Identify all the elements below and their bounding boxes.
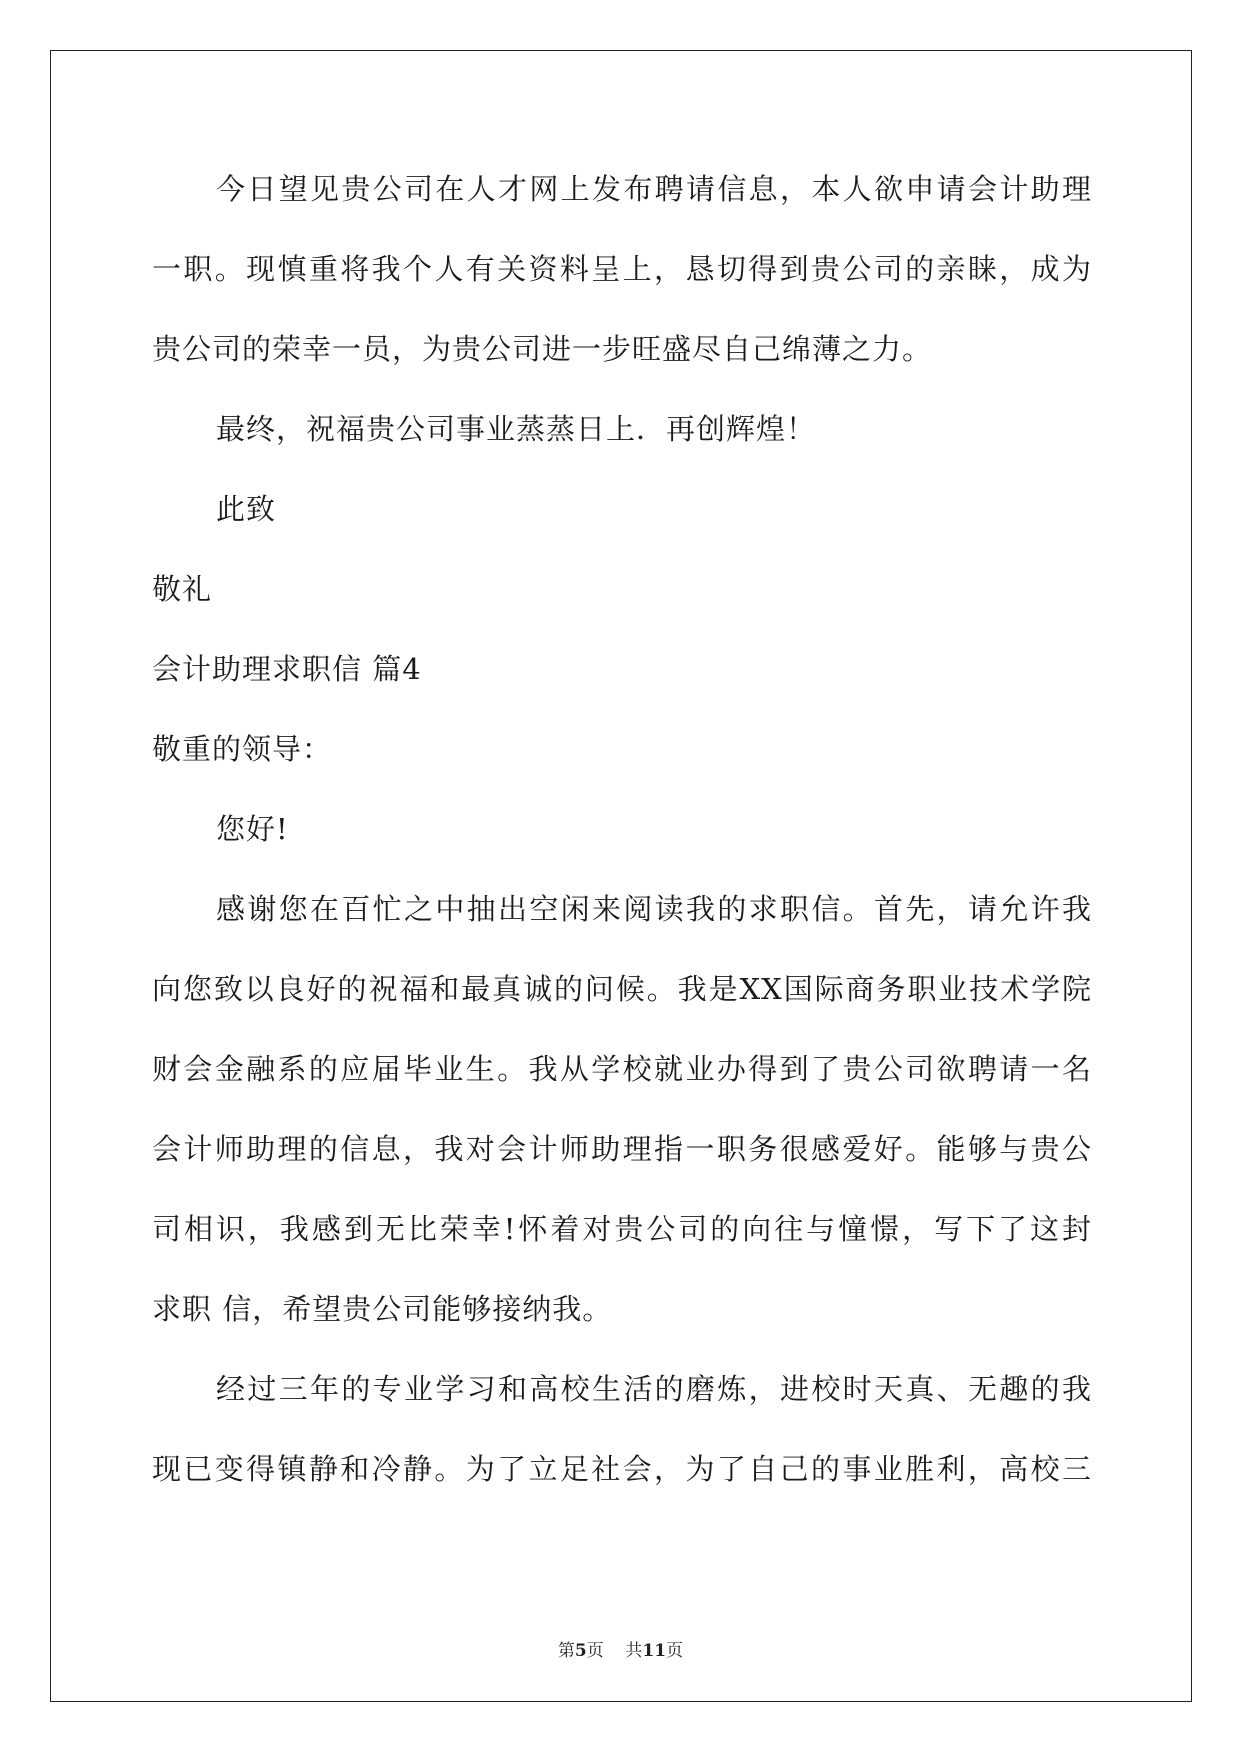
paragraph-line: 最终，祝福贵公司事业蒸蒸日上．再创辉煌！ <box>216 412 817 446</box>
footer-total-unit: 页 <box>666 1641 684 1661</box>
greeting-hello: 您好! <box>216 812 289 846</box>
closing-phrase: 此致 <box>216 492 277 526</box>
paragraph-line: 现已变得镇静和冷静。为了立足社会，为了自己的事业胜利，高校三 <box>152 1452 1092 1486</box>
page-footer <box>0 1640 1241 1662</box>
total-page-count: 11 <box>642 1641 667 1661</box>
section-heading: 会计助理求职信 篇4 <box>152 652 422 686</box>
footer-prefix: 第 <box>557 1641 575 1661</box>
paragraph-line: 财会金融系的应届毕业生。我从学校就业办得到了贵公司欲聘请一名 <box>152 1052 1092 1086</box>
salutation-closing: 敬礼 <box>152 572 213 606</box>
footer-total-prefix: 共 <box>625 1641 643 1661</box>
paragraph-line: 贵公司的荣幸一员，为贵公司进一步旺盛尽自己绵薄之力。 <box>152 332 933 366</box>
paragraph-line: 今日望见贵公司在人才网上发布聘请信息，本人欲申请会计助理 <box>216 172 1092 206</box>
paragraph-line: 一职。现慎重将我个人有关资料呈上，恳切得到贵公司的亲睐，成为 <box>152 252 1092 286</box>
greeting: 敬重的领导： <box>152 732 333 766</box>
paragraph-line: 司相识，我感到无比荣幸!怀着对贵公司的向往与憧憬，写下了这封 <box>152 1212 1092 1246</box>
paragraph-line: 求职 信，希望贵公司能够接纳我。 <box>152 1292 613 1326</box>
paragraph-line: 向您致以良好的祝福和最真诚的问候。我是XX国际商务职业技术学院 <box>152 972 1092 1006</box>
paragraph-line: 会计师助理的信息，我对会计师助理指一职务很感爱好。能够与贵公 <box>152 1132 1092 1166</box>
paragraph-line: 感谢您在百忙之中抽出空闲来阅读我的求职信。首先，请允许我 <box>216 892 1092 926</box>
paragraph-line: 经过三年的专业学习和高校生活的磨炼，进校时天真、无趣的我 <box>216 1372 1092 1406</box>
current-page-number: 5 <box>574 1641 587 1661</box>
footer-page-unit: 页 <box>586 1641 604 1661</box>
